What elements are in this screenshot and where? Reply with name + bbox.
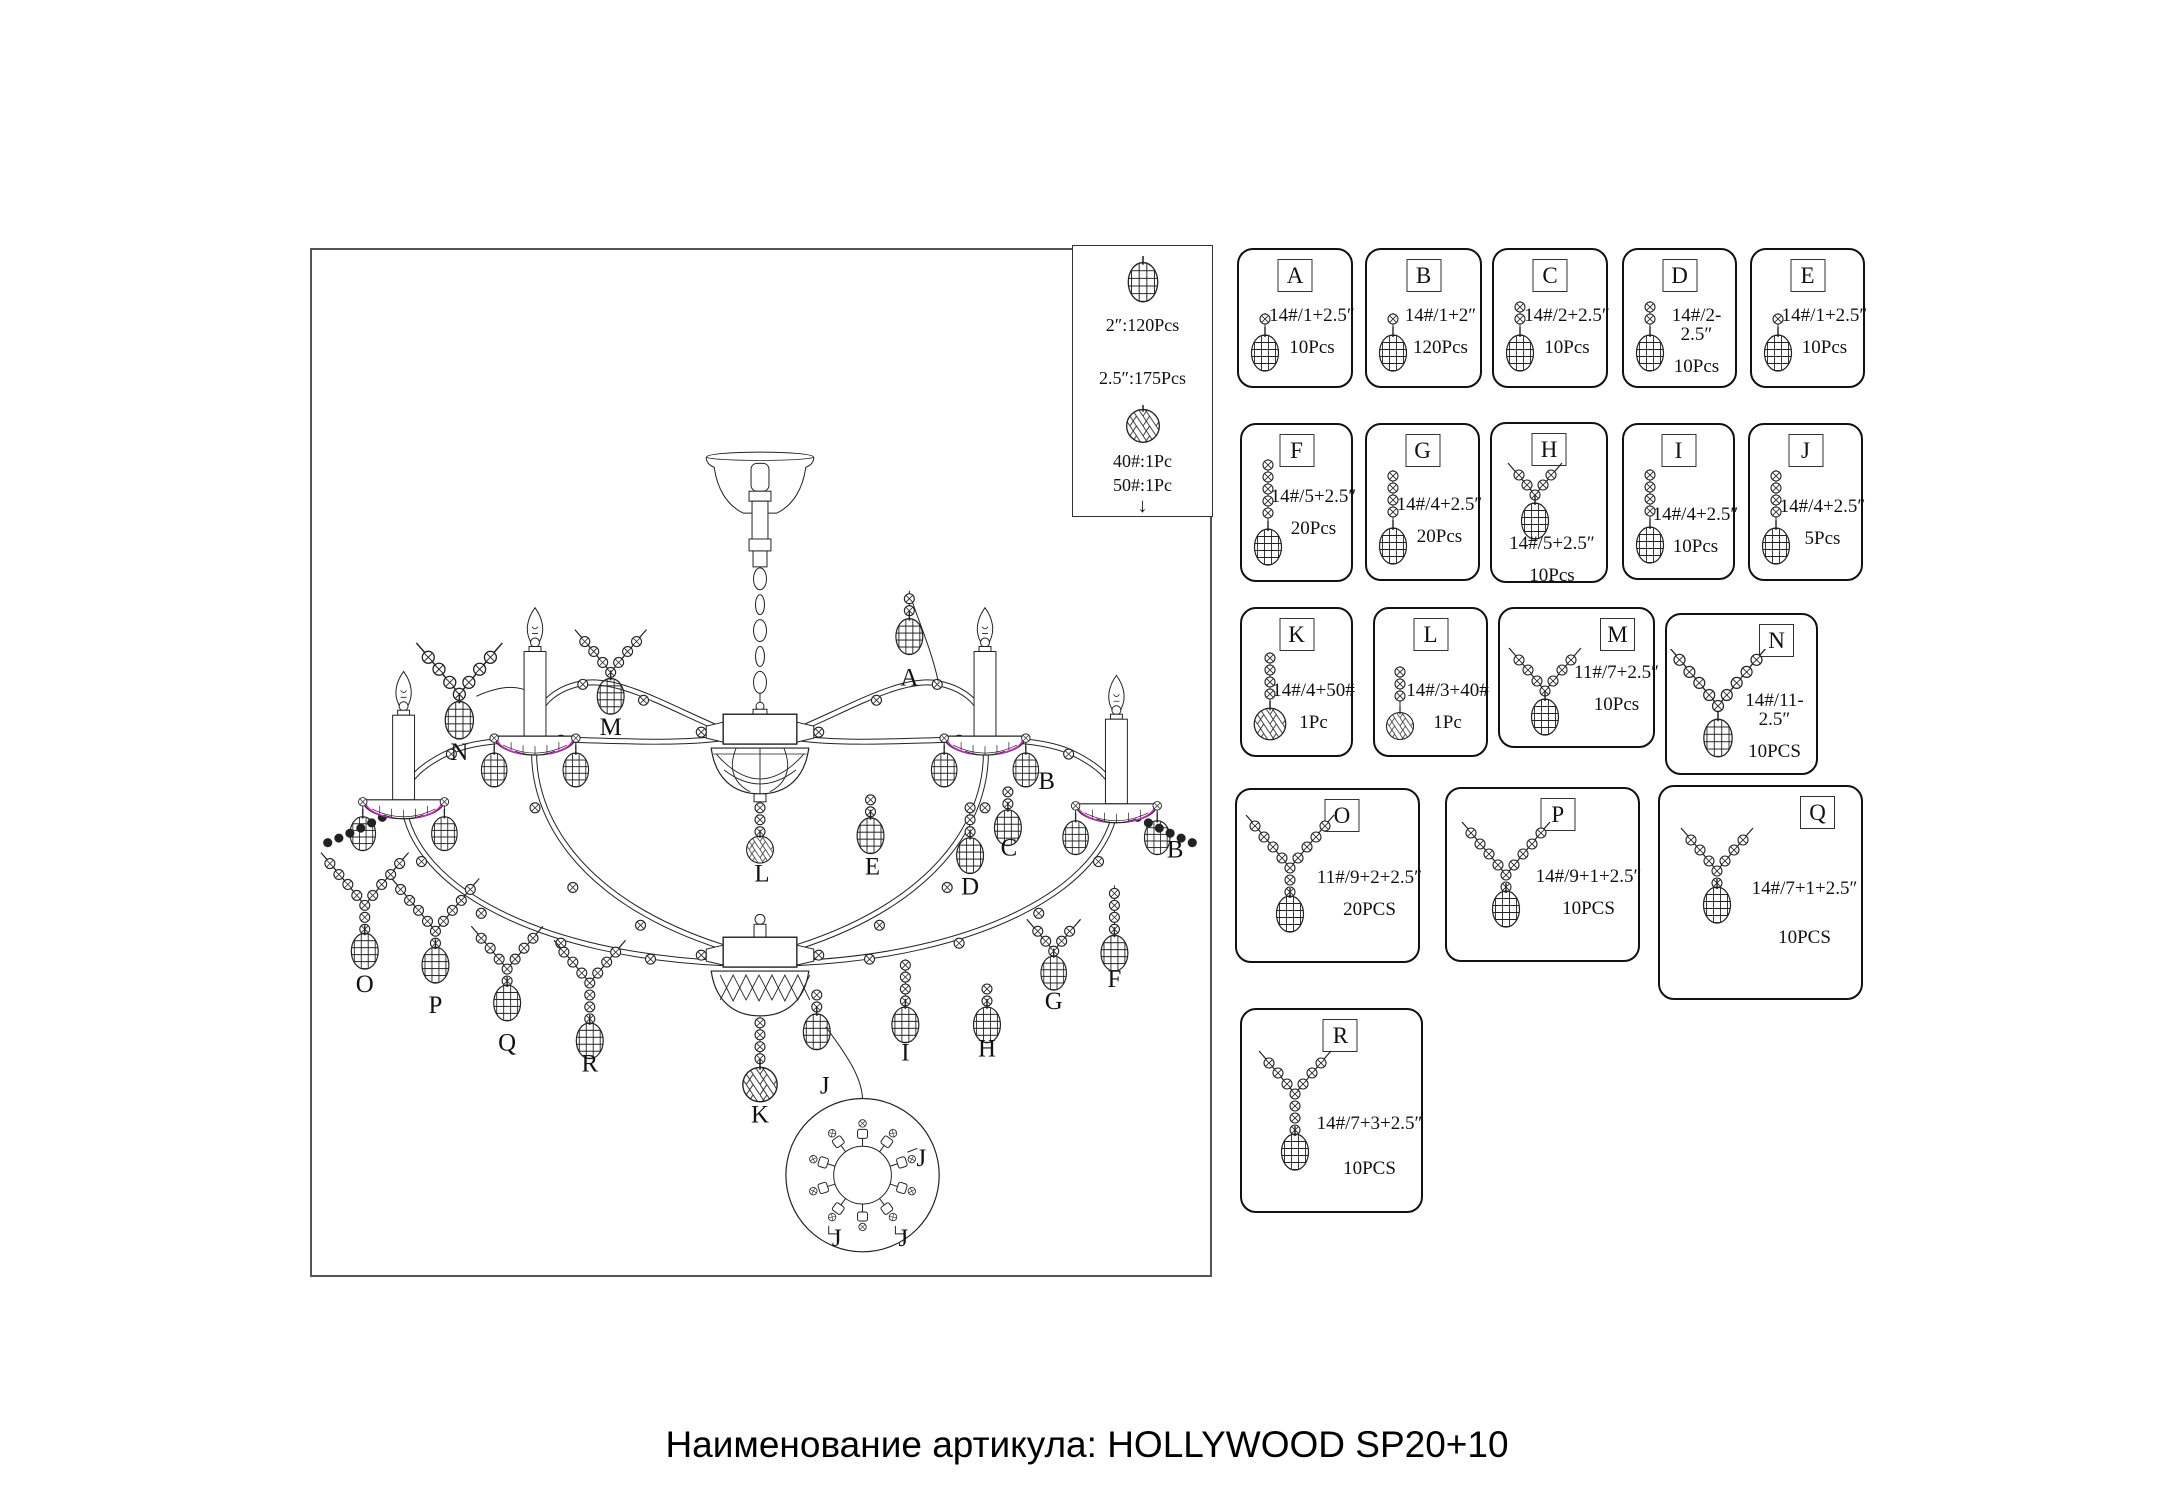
drawing-label: K (751, 1101, 769, 1129)
part-spec: 14#/5+2.5″ (1509, 533, 1595, 554)
part-qty: 10PCS (1343, 1158, 1396, 1179)
drawing-label: M (599, 714, 622, 742)
part-qty: 20Pcs (1290, 518, 1337, 539)
part-spec: 14#/1+2″ (1404, 305, 1477, 326)
part-spec: 14#/2-2.5″ (1671, 305, 1722, 345)
part-qty: 10PCS (1748, 741, 1801, 762)
part-box-l (1373, 607, 1488, 757)
part-letter: M (1600, 618, 1635, 651)
part-box-b (1365, 248, 1482, 388)
part-letter: L (1413, 618, 1448, 651)
pendant-i (892, 959, 919, 1043)
part-spec: 14#/11-2.5″ (1745, 690, 1804, 730)
part-box-c (1492, 248, 1608, 388)
part-spec: 14#/7+1+2.5″ (1751, 878, 1858, 899)
drawing-label: L (754, 860, 770, 888)
drawing-label: Q (498, 1029, 517, 1057)
part-spec: 14#/4+2.5″ (1779, 496, 1866, 517)
drawing-label: O (355, 970, 374, 998)
part-spec: 14#/4+50# (1272, 680, 1355, 701)
part-letter: I (1661, 434, 1696, 467)
candle-1 (350, 671, 457, 850)
part-qty: 10Pcs (1289, 337, 1335, 358)
crystal-ball-icon (1123, 256, 1163, 305)
part-box-p (1445, 787, 1640, 962)
drawing-label: F (1107, 966, 1122, 993)
part-spec: 14#/1+2.5″ (1781, 305, 1868, 326)
drawing-label: H (978, 1035, 996, 1063)
pendant-h (974, 984, 1001, 1043)
drawing-label: E (864, 853, 881, 881)
detail-circle (786, 1099, 939, 1252)
part-box-q (1658, 785, 1863, 1000)
pendant-k (743, 1017, 777, 1102)
part-spec: 11#/9+2+2.5″ (1316, 867, 1423, 888)
pendant-g (1027, 919, 1081, 990)
pendant-f (1101, 885, 1128, 971)
legend-box (1072, 245, 1213, 517)
pendant-e (857, 795, 884, 854)
part-box-a (1237, 248, 1353, 388)
part-letter: P (1540, 798, 1575, 831)
drawing-label: B (1038, 767, 1056, 795)
part-qty: 10Pcs (1593, 694, 1640, 715)
part-letter: A (1278, 259, 1313, 292)
drawing-label: J (898, 1224, 909, 1252)
drawing-label: P (428, 991, 443, 1019)
part-letter: G (1405, 434, 1440, 467)
part-box-g (1365, 423, 1483, 581)
part-box-o (1235, 788, 1423, 963)
part-box-n (1665, 613, 1818, 775)
drawing-label: J (819, 1072, 830, 1100)
pendant-o (321, 853, 409, 969)
part-box-r (1240, 1008, 1423, 1213)
part-spec: 14#/3+40# (1406, 680, 1489, 701)
pendant-m (575, 630, 647, 715)
part-letter: B (1406, 259, 1441, 292)
candle-4 (1063, 675, 1170, 854)
part-qty: 1Pc (1299, 712, 1328, 733)
part-qty: 10PCS (1562, 898, 1615, 919)
drawing-label: I (901, 1039, 910, 1067)
legend-line-2in: 2″:120Pcs (1105, 314, 1180, 335)
drawing-label: J (916, 1145, 927, 1173)
drawing-label: N (450, 739, 469, 767)
part-letter: H (1532, 433, 1567, 466)
part-qty: 10PCS (1778, 927, 1831, 948)
hanging-chain (754, 568, 767, 703)
part-spec: 14#/7+3+2.5″ (1316, 1113, 1423, 1134)
pendant-q (471, 926, 543, 1021)
part-letter: D (1662, 259, 1697, 292)
part-spec: 14#/2+2.5″ (1524, 305, 1610, 326)
drawing-label: D (961, 873, 980, 901)
pendant-icon (1676, 824, 1758, 928)
part-letter: J (1788, 434, 1823, 467)
drawing-label: A (900, 664, 919, 692)
drawing-label: G (1044, 987, 1063, 1015)
part-spec: 14#/4+2.5″ (1396, 494, 1483, 515)
pendant-icon (1384, 663, 1416, 745)
article-caption: Наименование артикула: HOLLYWOOD SP20+10 (665, 1424, 1509, 1465)
part-qty: 10Pcs (1544, 337, 1590, 358)
part-box-f (1240, 423, 1357, 582)
pendant-a (896, 591, 923, 655)
part-spec: 14#/1+2.5″ (1269, 305, 1355, 326)
part-letter: K (1279, 618, 1314, 651)
pendant-p (392, 878, 480, 983)
legend-line-50: 50#:1Pc (1112, 475, 1172, 495)
part-qty: 120Pcs (1413, 337, 1468, 358)
pendant-r (554, 940, 626, 1058)
part-box-m (1498, 607, 1659, 748)
part-box-d (1622, 248, 1737, 388)
part-spec: 14#/5+2.5″ (1270, 486, 1357, 507)
part-qty: 1Pc (1433, 712, 1462, 733)
drawing-label: C (1000, 834, 1018, 862)
part-letter: N (1759, 624, 1794, 657)
part-box-k (1240, 607, 1353, 757)
upper-hub (696, 702, 823, 863)
part-letter: F (1279, 434, 1314, 467)
part-letter: Q (1800, 796, 1835, 829)
part-box-i (1622, 423, 1739, 580)
drawing-label: B (1166, 836, 1184, 864)
pendant-j (803, 990, 830, 1050)
part-spec: 11#/7+2.5″ (1574, 662, 1659, 683)
part-qty: 10Pcs (1673, 356, 1720, 377)
part-qty: 10Pcs (1672, 536, 1719, 557)
part-box-j (1748, 423, 1866, 581)
part-qty: 20Pcs (1416, 526, 1463, 547)
legend-line-25in: 2.5″:175Pcs (1098, 367, 1186, 388)
part-qty: 10Pcs (1801, 337, 1848, 358)
part-letter: O (1324, 799, 1359, 832)
legend-line-40: 40#:1Pc (1112, 451, 1172, 471)
part-letter: R (1323, 1019, 1358, 1052)
faceted-ball-icon (1121, 405, 1165, 445)
part-spec: 14#/4+2.5″ (1652, 504, 1739, 525)
part-qty: 10Pcs (1529, 565, 1575, 586)
drawing-label: J (831, 1224, 842, 1252)
part-box-h (1490, 422, 1608, 586)
down-arrow-icon: ↓ (1137, 495, 1148, 517)
ceiling-canopy (706, 452, 814, 567)
part-box-e (1750, 248, 1868, 388)
pendant-icon (1504, 644, 1586, 740)
part-letter: E (1790, 259, 1825, 292)
part-letter: C (1533, 259, 1568, 292)
drawing-label: R (581, 1050, 599, 1078)
part-spec: 14#/9+1+2.5″ (1535, 866, 1642, 887)
part-qty: 5Pcs (1804, 528, 1841, 549)
part-qty: 20PCS (1343, 899, 1396, 920)
